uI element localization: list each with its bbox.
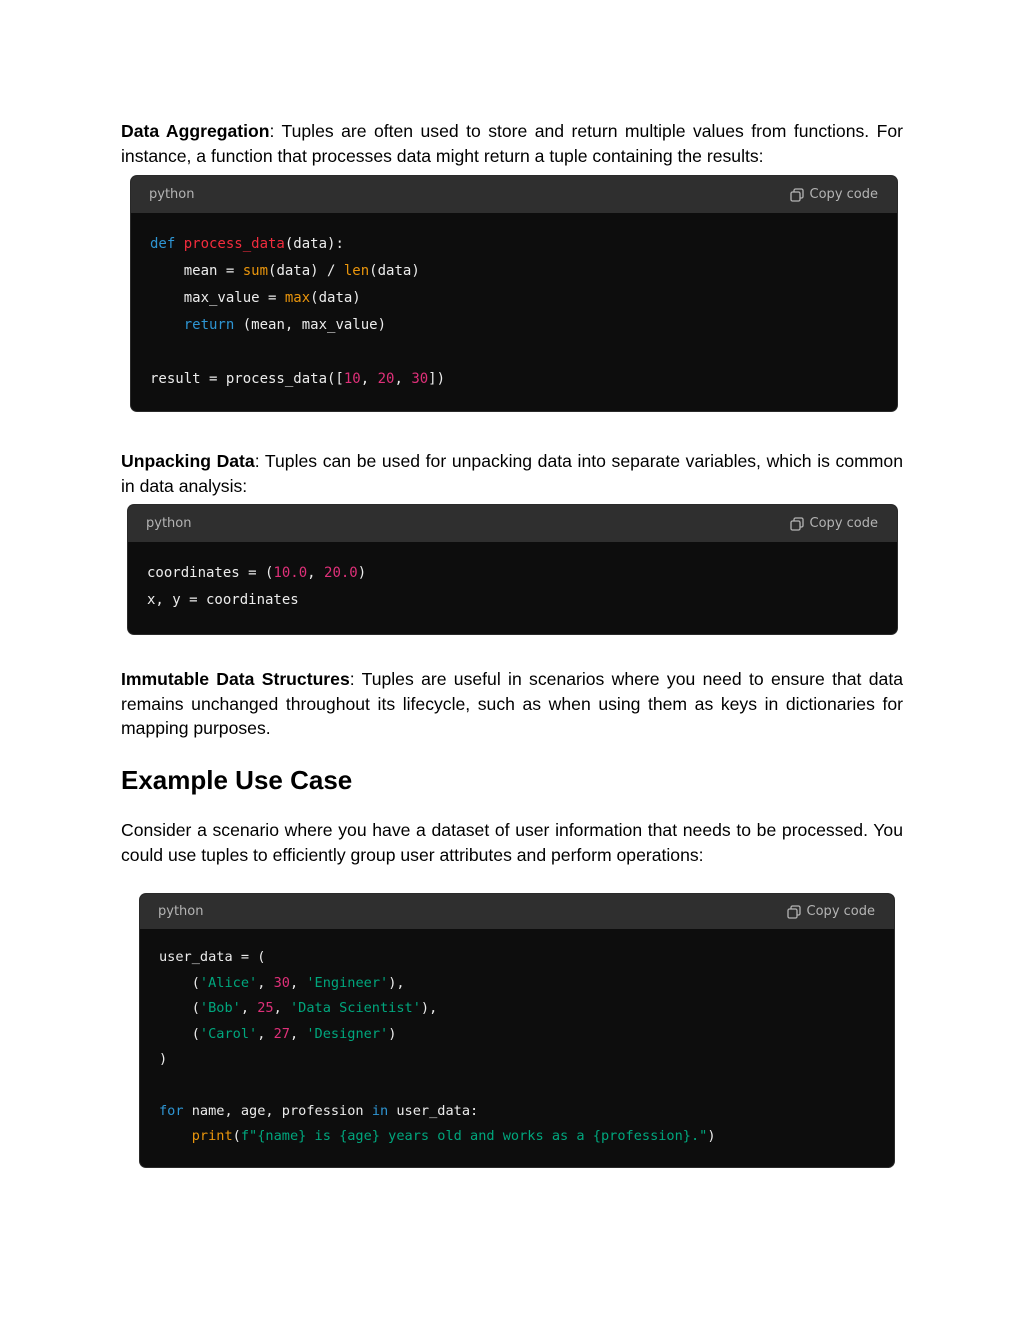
code-token: ), — [388, 974, 405, 991]
code-token: ), — [420, 1000, 438, 1017]
code-line — [150, 339, 879, 366]
code-token: (mean, max_value) — [234, 317, 387, 333]
code-token: , — [257, 1025, 274, 1042]
code-line — [150, 366, 879, 393]
code-token: ) — [159, 1051, 168, 1068]
code-token: ( — [232, 1128, 241, 1145]
code-line — [150, 285, 879, 312]
term-data-aggregation: Data Aggregation — [121, 121, 270, 141]
code-language-label: python — [146, 516, 192, 531]
code-line — [159, 971, 876, 997]
copy-icon — [790, 188, 804, 202]
code-token: , — [360, 371, 378, 387]
code-body — [131, 213, 897, 393]
code-token: result = process_data([ — [150, 371, 344, 387]
paragraph-immutable — [121, 667, 903, 741]
code-token: , — [394, 371, 412, 387]
code-token: 20 — [377, 371, 395, 387]
term-immutable: Immutable Data Structures — [121, 669, 350, 689]
paragraph-unpacking-data — [121, 449, 903, 498]
code-token: print — [159, 1128, 233, 1145]
code-line — [159, 1099, 876, 1125]
code-token: max — [284, 290, 311, 306]
code-token: , — [289, 974, 307, 991]
code-token: def — [150, 236, 184, 252]
code-language-label: python — [149, 187, 195, 202]
copy-code-button[interactable] — [787, 904, 875, 919]
code-token: x, y = coordinates — [147, 592, 299, 608]
code-token: len — [343, 263, 370, 279]
code-header — [128, 505, 897, 542]
code-token: ( — [159, 1025, 200, 1042]
code-block-process-data — [131, 176, 897, 411]
code-token: ) — [357, 565, 367, 581]
paragraph-data-aggregation — [121, 119, 903, 168]
code-line — [150, 312, 879, 339]
code-token: , — [289, 1025, 307, 1042]
text-unpacking-data: : Tuples can be used for unpacking data into separate variables, which is common in data analysis: — [121, 451, 903, 496]
code-token: 'Designer' — [306, 1025, 389, 1042]
code-token: mean = — [150, 263, 243, 279]
code-header — [131, 176, 897, 213]
code-token: (data) — [369, 263, 420, 279]
code-token: ( — [159, 974, 200, 991]
copy-icon — [787, 905, 801, 919]
copy-icon — [790, 517, 804, 531]
code-line — [159, 1124, 876, 1150]
code-token: (data) / — [268, 263, 344, 279]
code-token: user_data: — [388, 1102, 479, 1119]
code-language-label: python — [158, 904, 204, 919]
code-token: 10.0 — [273, 565, 308, 581]
code-token: 20.0 — [324, 565, 358, 581]
code-token: max_value = — [150, 290, 285, 306]
code-token: name, age, profession — [183, 1102, 372, 1119]
code-token: ( — [159, 1000, 200, 1017]
code-token: , — [273, 1000, 290, 1017]
code-header — [140, 894, 894, 929]
code-token: (data) — [310, 290, 361, 306]
code-token: 25 — [257, 1000, 274, 1017]
code-token: , — [240, 1000, 258, 1017]
code-token: ]) — [428, 371, 446, 387]
code-token: 30 — [273, 974, 290, 991]
code-token: ) — [388, 1025, 397, 1042]
paragraph-example: Consider a scenario where you have a dataset of user information that needs to be processed. You could use tuples to efficiently group user attributes and perform operations: — [121, 820, 903, 865]
text-immutable: : Tuples are useful in scenarios where you need to ensure that data remains unchanged throughout its lifecycle, such as when using them as keys in dictionaries for mapping purposes. — [121, 669, 903, 738]
copy-code-label: Copy code — [809, 187, 878, 202]
code-line — [159, 996, 876, 1022]
text-data-aggregation: : Tuples are often used to store and return multiple values from functions. For instance, a function that processes data might return a tuple containing the results: — [121, 121, 903, 166]
copy-code-label: Copy code — [806, 904, 875, 919]
copy-code-label: Copy code — [809, 516, 878, 531]
code-token: 'Carol' — [199, 1025, 258, 1042]
code-token: 'Bob' — [199, 1000, 241, 1017]
copy-code-button[interactable] — [790, 516, 878, 531]
code-token: 30 — [411, 371, 429, 387]
code-line — [159, 1022, 876, 1048]
code-token: ) — [707, 1128, 716, 1145]
copy-code-button[interactable] — [790, 187, 878, 202]
code-token: 10 — [343, 371, 361, 387]
code-token: return — [150, 317, 235, 333]
code-token: 'Alice' — [199, 974, 258, 991]
code-line — [147, 560, 879, 587]
code-token: in — [371, 1102, 389, 1119]
code-line — [159, 1047, 876, 1073]
code-body — [140, 929, 894, 1150]
code-token: sum — [242, 263, 269, 279]
term-unpacking-data: Unpacking Data — [121, 451, 255, 471]
code-block-unpacking — [128, 505, 897, 634]
code-token: process_data — [183, 236, 285, 252]
section-heading: Example Use Case — [121, 765, 353, 795]
code-block-user-data — [140, 894, 894, 1167]
code-token: f"{name} is {age} years old and works as a {profession}." — [240, 1128, 708, 1145]
code-token: , — [307, 565, 325, 581]
code-line — [150, 231, 879, 258]
code-token: (data): — [284, 236, 344, 252]
code-line — [159, 1073, 876, 1099]
code-token: 'Data Scientist' — [289, 1000, 421, 1017]
code-token: coordinates = ( — [147, 565, 274, 581]
code-token: 'Engineer' — [306, 974, 389, 991]
code-body — [128, 542, 897, 614]
code-token: 27 — [273, 1025, 290, 1042]
code-token: user_data = ( — [159, 949, 266, 965]
code-line — [150, 258, 879, 285]
code-line — [147, 587, 879, 614]
code-line — [159, 945, 876, 971]
code-token: , — [257, 974, 274, 991]
code-token: for — [159, 1102, 184, 1119]
